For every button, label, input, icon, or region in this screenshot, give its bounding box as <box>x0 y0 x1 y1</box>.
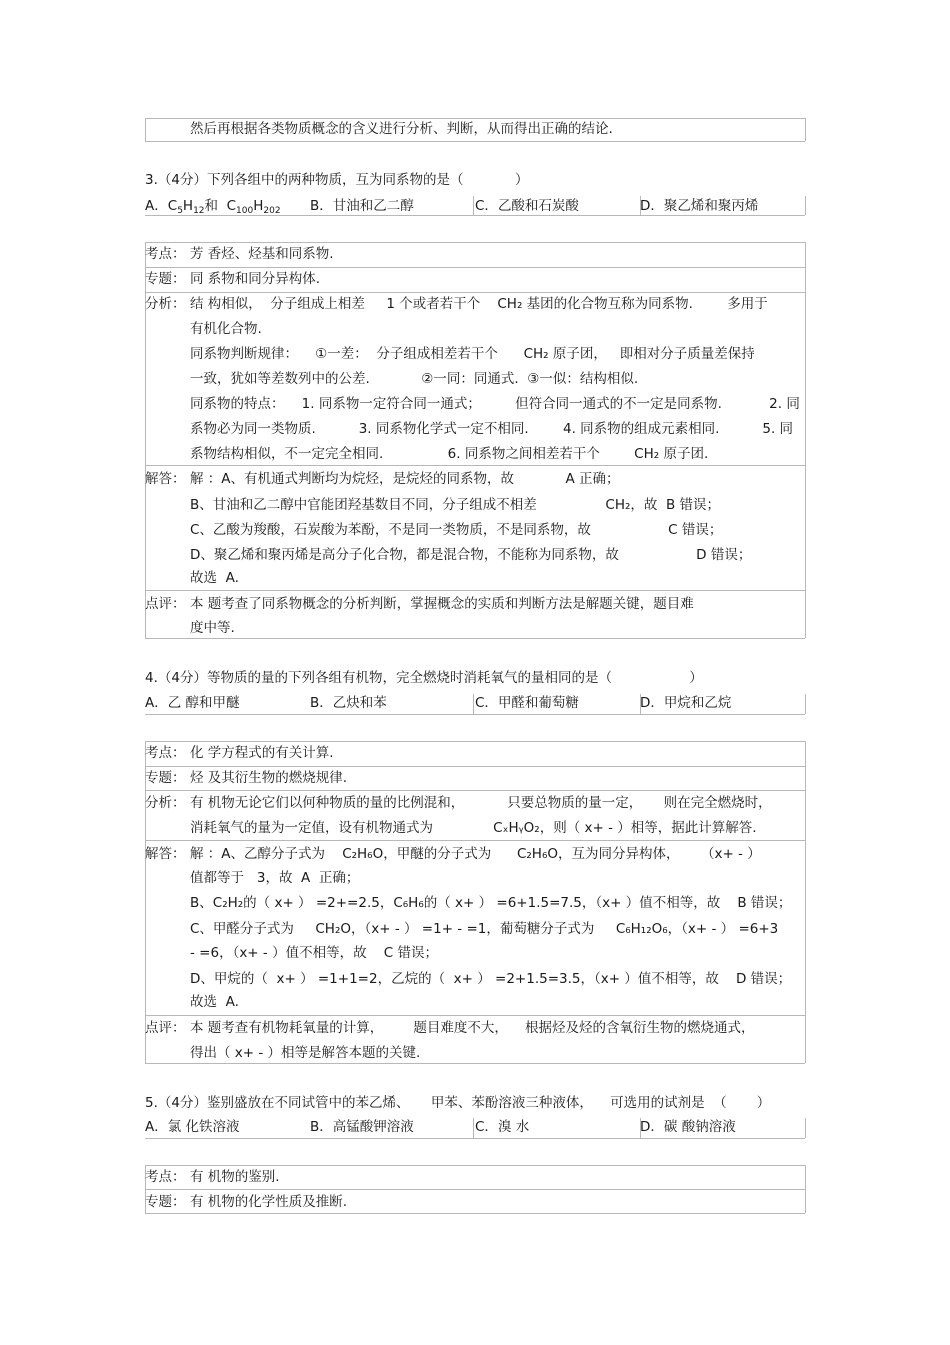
fenxi-line: 系物结构相似，不一定完全相同. 6. 同系物之间相差若干个 CH₂ 原子团. <box>190 446 709 462</box>
table-border <box>145 741 146 1063</box>
table-border <box>145 840 805 841</box>
zhuanti-text: 同 系物和同分异构体. <box>190 271 321 287</box>
table-border <box>145 1063 805 1064</box>
options-border <box>473 694 474 714</box>
label-zhuanti: 专题： <box>145 271 186 287</box>
fenxi-line: 结 构相似， 分子组成上相差 1 个或者若干个 CH₂ 基团的化合物互称为同系物. 多用于 <box>190 296 768 312</box>
option-b: B．高锰酸钾溶液 <box>310 1119 414 1135</box>
intro-text: 然后再根据各类物质概念的含义进行分析、判断，从而得出正确的结论. <box>190 121 613 137</box>
label-kaodian: 考点： <box>145 745 186 761</box>
box-border <box>145 141 805 142</box>
fenxi-line: 一致，犹如等差数列中的公差. ②一同：同通式. ③一似：结构相似. <box>190 371 639 387</box>
option-d: D．碳 酸钠溶液 <box>640 1119 736 1135</box>
jieda-line: C、甲醛分子式为 CH₂O，（x+ - ） =1+ - =1，葡萄糖分子式为 C₆H₁₂O₆，（x+ - ） =6+3 <box>190 921 779 937</box>
options-border <box>805 196 806 215</box>
zhuanti-text: 烃 及其衍生物的燃烧规律. <box>190 770 348 786</box>
table-border <box>145 242 805 243</box>
jieda-line: D、聚乙烯和聚丙烯是高分子化合物，都是混合物，不能称为同系物，故 D 错误； <box>190 547 752 563</box>
table-border <box>145 741 805 742</box>
label-zhuanti: 专题： <box>145 770 186 786</box>
question-5-stem: 5.（4分）鉴别盛放在不同试管中的苯乙烯、 甲苯、苯酚溶液三种液体， 可选用的试剂是 （ ） <box>145 1095 771 1111</box>
fenxi-line: 同系物判断规律： ①一差： 分子组成相差若干个 CH₂ 原子团， 即相对分子质量差保持 <box>190 346 755 362</box>
kaodian-text: 化 学方程式的有关计算. <box>190 745 334 761</box>
fenxi-line: 有机化合物. <box>190 321 262 337</box>
kaodian-text: 有 机物的鉴别. <box>190 1169 280 1185</box>
label-kaodian: 考点： <box>145 246 186 262</box>
fenxi-line: 系物必为同一类物质. 3. 同系物化学式一定不相同. 4. 同系物的组成元素相同. 5. 同 <box>190 421 794 437</box>
options-border <box>473 196 474 215</box>
options-border <box>473 1118 474 1138</box>
label-jieda: 解答： <box>145 471 186 487</box>
option-d: D．甲烷和乙烷 <box>640 695 732 711</box>
table-border <box>145 292 805 293</box>
jieda-line: 故选 A. <box>190 994 239 1010</box>
option-b: B．乙炔和苯 <box>310 695 387 711</box>
label-zhuanti: 专题： <box>145 1194 186 1210</box>
label-jieda: 解答： <box>145 846 186 862</box>
options-border <box>805 1118 806 1138</box>
options-border <box>145 714 805 715</box>
jieda-line: 故选 A. <box>190 570 239 586</box>
option-a: A．氯 化铁溶液 <box>145 1119 240 1135</box>
jieda-line: 解 ：A、有机通式判断均为烷烃，是烷烃的同系物，故 A 正确； <box>190 471 620 487</box>
table-border <box>145 1165 805 1166</box>
box-border <box>145 118 805 119</box>
box-border <box>805 118 806 141</box>
jieda-line: 解 ：A、乙醇分子式为 C₂H₆O，甲醚的分子式为 C₂H₆O，互为同分异构体， （x+ - ） <box>190 846 761 862</box>
jieda-line: 值都等于 3，故 A 正确； <box>190 870 360 886</box>
table-border <box>145 638 805 639</box>
table-border <box>805 1165 806 1213</box>
box-border <box>145 118 146 141</box>
table-border <box>145 790 805 791</box>
option-c: C．乙酸和石炭酸 <box>475 198 579 214</box>
kaodian-text: 芳 香烃、烃基和同系物. <box>190 246 334 262</box>
table-border <box>145 766 805 767</box>
jieda-line: B、甘油和乙二醇中官能团羟基数目不同，分子组成不相差 CH₂，故 B 错误； <box>190 497 721 513</box>
label-kaodian: 考点： <box>145 1169 186 1185</box>
option-a: A．乙 醇和甲醚 <box>145 695 240 711</box>
fenxi-line: 消耗氧气的量为一定值，设有机物通式为 CₓHᵧO₂，则（ x+ - ）相等，据此计算解答. <box>190 820 757 836</box>
label-dianping: 点评： <box>145 596 186 612</box>
table-border <box>145 1213 805 1214</box>
jieda-line: C、乙酸为羧酸，石炭酸为苯酚，不是同一类物质，不是同系物，故 C 错误； <box>190 522 723 538</box>
fenxi-line: 同系物的特点： 1. 同系物一定符合同一通式； 但符合同一通式的不一定是同系物. 2. 同 <box>190 396 800 412</box>
question-3-stem: 3.（4分）下列各组中的两种物质，互为同系物的是（ ） <box>145 172 529 188</box>
dianping-line: 本 题考查了同系物概念的分析判断，掌握概念的实质和判断方法是解题关键，题目难 <box>190 596 694 612</box>
question-4-stem: 4.（4分）等物质的量的下列各组有机物，完全燃烧时消耗氧气的量相同的是（ ） <box>145 670 703 686</box>
option-b: B．甘油和乙二醇 <box>310 198 414 214</box>
fenxi-line: 有 机物无论它们以何种物质的量的比例混和， 只要总物质的量一定， 则在完全燃烧时， <box>190 795 772 811</box>
table-border <box>145 267 805 268</box>
table-border <box>145 590 805 591</box>
dianping-line: 本 题考查有机物耗氧量的计算， 题目难度不大， 根据烃及烃的含氧衍生物的燃烧通式， <box>190 1020 755 1036</box>
options-border <box>145 1138 805 1139</box>
table-border <box>145 465 805 466</box>
dianping-line: 得出（ x+ - ）相等是解答本题的关键. <box>190 1045 421 1061</box>
option-c: C．溴 水 <box>475 1119 530 1135</box>
jieda-line: D、甲烷的（ x+ ） =1+1=2，乙烷的（ x+ ） =2+1.5=3.5，（x+ ）值不相等，故 D 错误； <box>190 971 792 987</box>
label-fenxi: 分析： <box>145 296 186 312</box>
table-border <box>805 242 806 638</box>
label-fenxi: 分析： <box>145 795 186 811</box>
table-border <box>145 1189 805 1190</box>
table-border <box>145 1015 805 1016</box>
jieda-line: B、C₂H₂的（ x+ ） =2+=2.5，C₆H₆的（ x+ ） =6+1.5=7.5，（x+ ）值不相等，故 B 错误； <box>190 895 792 911</box>
option-c: C．甲醛和葡萄糖 <box>475 695 579 711</box>
jieda-line: - =6，（x+ - ）值不相等，故 C 错误； <box>190 945 438 961</box>
options-border <box>805 694 806 714</box>
dianping-line: 度中等. <box>190 620 235 636</box>
option-d: D．聚乙烯和聚丙烯 <box>640 198 759 214</box>
label-dianping: 点评： <box>145 1020 186 1036</box>
option-a: A．$C_5H_{12}$和 $C_{100}H_{202}$ <box>145 198 281 216</box>
table-border <box>805 741 806 1063</box>
zhuanti-text: 有 机物的化学性质及推断. <box>190 1194 348 1210</box>
